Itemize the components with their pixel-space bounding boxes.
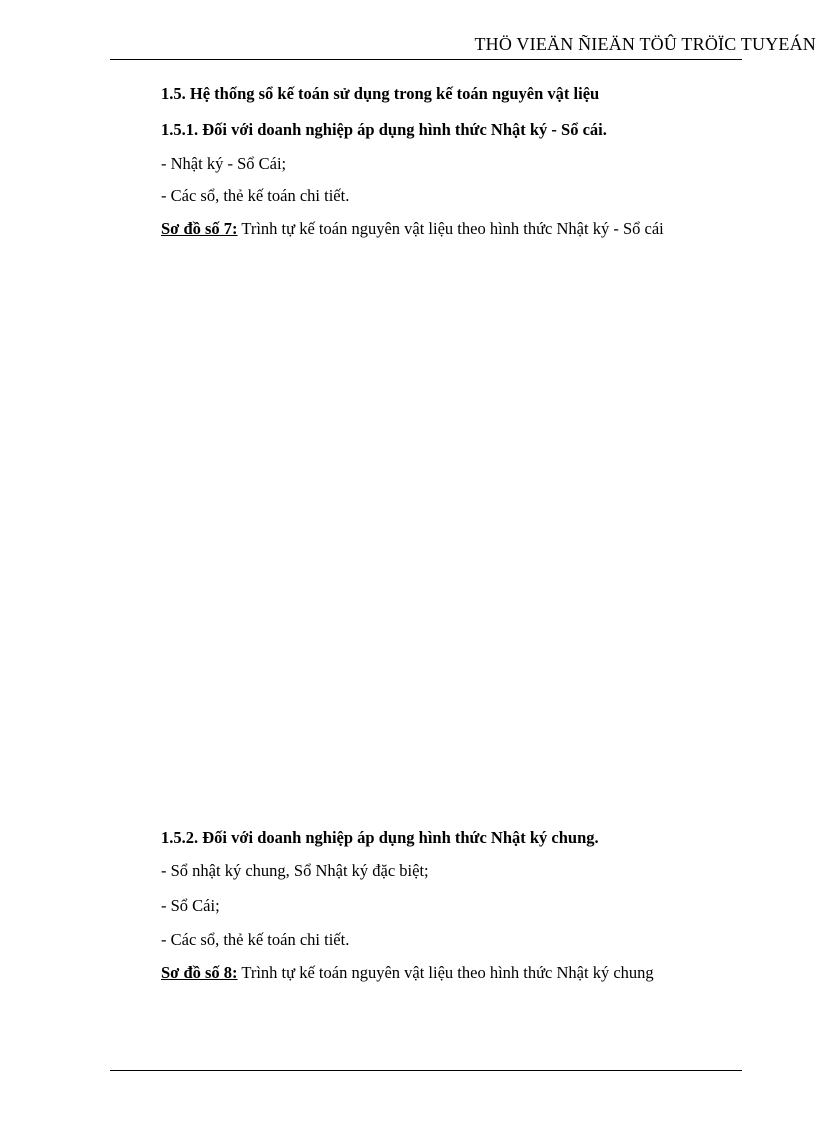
diagram-label-7: Sơ đồ số 7: [161,219,238,238]
diagram-label-8: Sơ đồ số 8: [161,963,238,982]
section-heading-1-5: 1.5. Hệ thống sổ kế toán sử dụng trong kế toán nguyên vật liệu [161,84,600,103]
diagram-caption-text-8: Trình tự kế toán nguyên vật liệu theo hình thức Nhật ký chung [237,963,654,982]
list-item: - Các sổ, thẻ kế toán chi tiết. [161,930,350,949]
diagram-caption-8 [161,963,654,983]
footer-divider [110,1070,742,1071]
list-item: - Các sổ, thẻ kế toán chi tiết. [161,186,350,205]
list-item: - Sổ nhật ký chung, Sổ Nhật ký đặc biệt; [161,861,429,880]
subsection-heading-1-5-1: 1.5.1. Đối với doanh nghiệp áp dụng hình thức Nhật ký - Sổ cái. [161,120,607,139]
diagram-placeholder-7 [161,260,741,800]
diagram-caption-7 [161,219,664,239]
list-item: - Sổ Cái; [161,896,220,915]
diagram-caption-text-7: Trình tự kế toán nguyên vật liệu theo hình thức Nhật ký - Sổ cái [237,219,664,238]
subsection-heading-1-5-2: 1.5.2. Đối với doanh nghiệp áp dụng hình thức Nhật ký chung. [161,828,599,847]
list-item: - Nhật ký - Sổ Cái; [161,154,287,173]
page-header-title: THÖ VIEÄN ÑIEÄN TÖÛ TRÖÏC TUYEÁN [474,34,816,54]
header-divider [110,59,742,60]
